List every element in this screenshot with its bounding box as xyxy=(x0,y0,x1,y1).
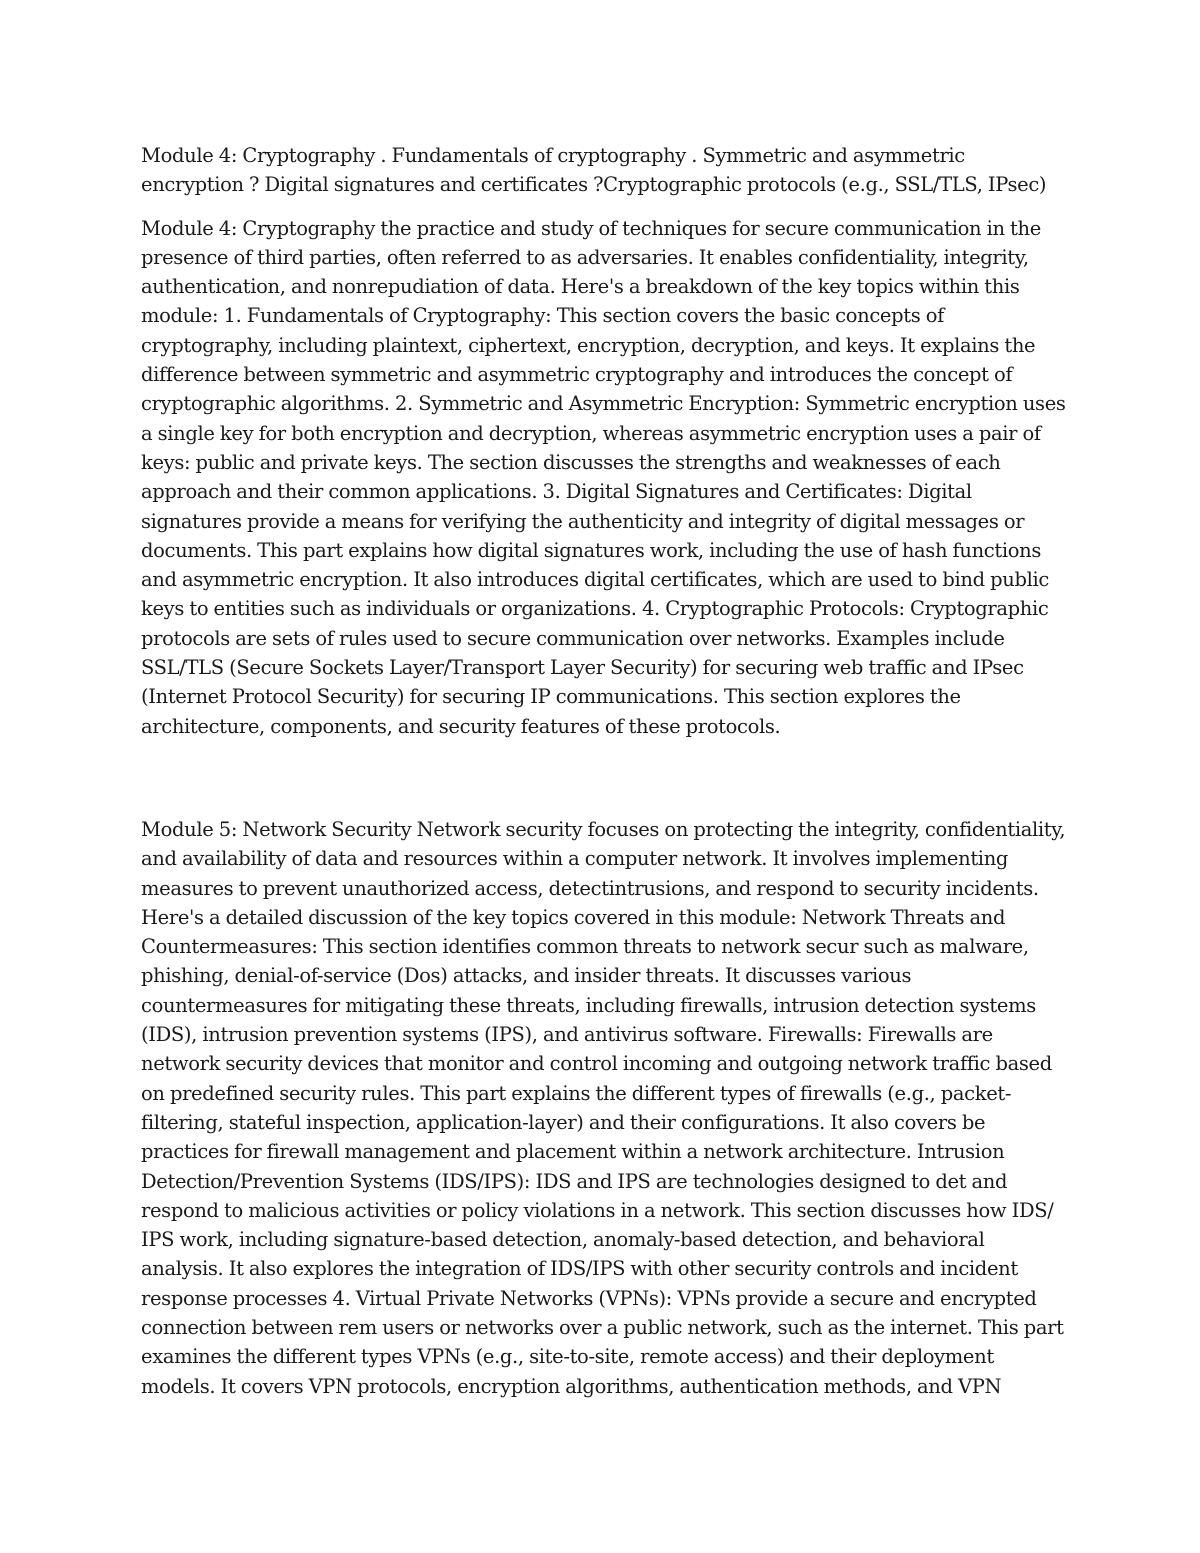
document-body xyxy=(141,141,1066,1401)
module-4-summary: Module 4: Cryptography . Fundamentals of cryptography . Symmetric and asymmetric encryption ? Digital signatures and certificates ?Cryptographic protocols (e.g., SSL/TLS, IPsec) xyxy=(141,144,1047,197)
module-5-description: Module 5: Network Security Network security focuses on protecting the integrity, confidentiality, and availability of data and resources within a computer network. It involves implementing measures to prevent unauthorized access, detectintrusions, and respond to security incidents. Here's a detailed discussion of the key topics covered in this module: Network Threats and Countermeasures: This section identifies common threats to network secur such as malware, phishing, denial-of-service (Dos) attacks, and insider threats. It discusses various countermeasures for mitigating these threats, including firewalls, intrusion detection systems (IDS), intrusion prevention systems (IPS), and antivirus software. Firewalls: Firewalls are network security devices that monitor and control incoming and outgoing network traffic based on predefined security rules. This part explains the different types of firewalls (e.g., packet-filtering, stateful inspection, application-layer) and their configurations. It also covers be practices for firewall management and placement within a network architecture. Intrusion Detection/Prevention Systems (IDS/IPS): IDS and IPS are technologies designed to det and respond to malicious activities or policy violations in a network. This section discusses how IDS/ IPS work, including signature-based detection, anomaly-based detection, and behavioral analysis. It also explores the integration of IDS/IPS with other security controls and incident response processes 4. Virtual Private Networks (VPNs): VPNs provide a secure and encrypted connection between rem users or networks over a public network, such as the internet. This part examines the different types VPNs (e.g., site-to-site, remote access) and their deployment models. It covers VPN protocols, encryption algorithms, authentication methods, and VPN xyxy=(141,817,1066,1398)
module-4-description: Module 4: Cryptography the practice and study of techniques for secure communication in the presence of third parties, often referred to as adversaries. It enables confidentiality, integrity, authentication, and nonrepudiation of data. Here's a breakdown of the key topics within this module: 1. Fundamentals of Cryptography: This section covers the basic concepts of cryptography, including plaintext, ciphertext, encryption, decryption, and keys. It explains the difference between symmetric and asymmetric cryptography and introduces the concept of cryptographic algorithms. 2. Symmetric and Asymmetric Encryption: Symmetric encryption uses a single key for both encryption and decryption, whereas asymmetric encryption uses a pair of keys: public and private keys. The section discusses the strengths and weaknesses of each approach and their common applications. 3. Digital Signatures and Certificates: Digital signatures provide a means for verifying the authenticity and integrity of digital messages or documents. This part explains how digital signatures work, including the use of hash functions and asymmetric encryption. It also introduces digital certificates, which are used to bind public keys to entities such as individuals or organizations. 4. Cryptographic Protocols: Cryptographic protocols are sets of rules used to secure communication over networks. Examples include SSL/TLS (Secure Sockets Layer/Transport Layer Security) for securing web traffic and IPsec (Internet Protocol Security) for securing IP communications. This section explores the architecture, components, and security features of these protocols. xyxy=(141,216,1066,738)
